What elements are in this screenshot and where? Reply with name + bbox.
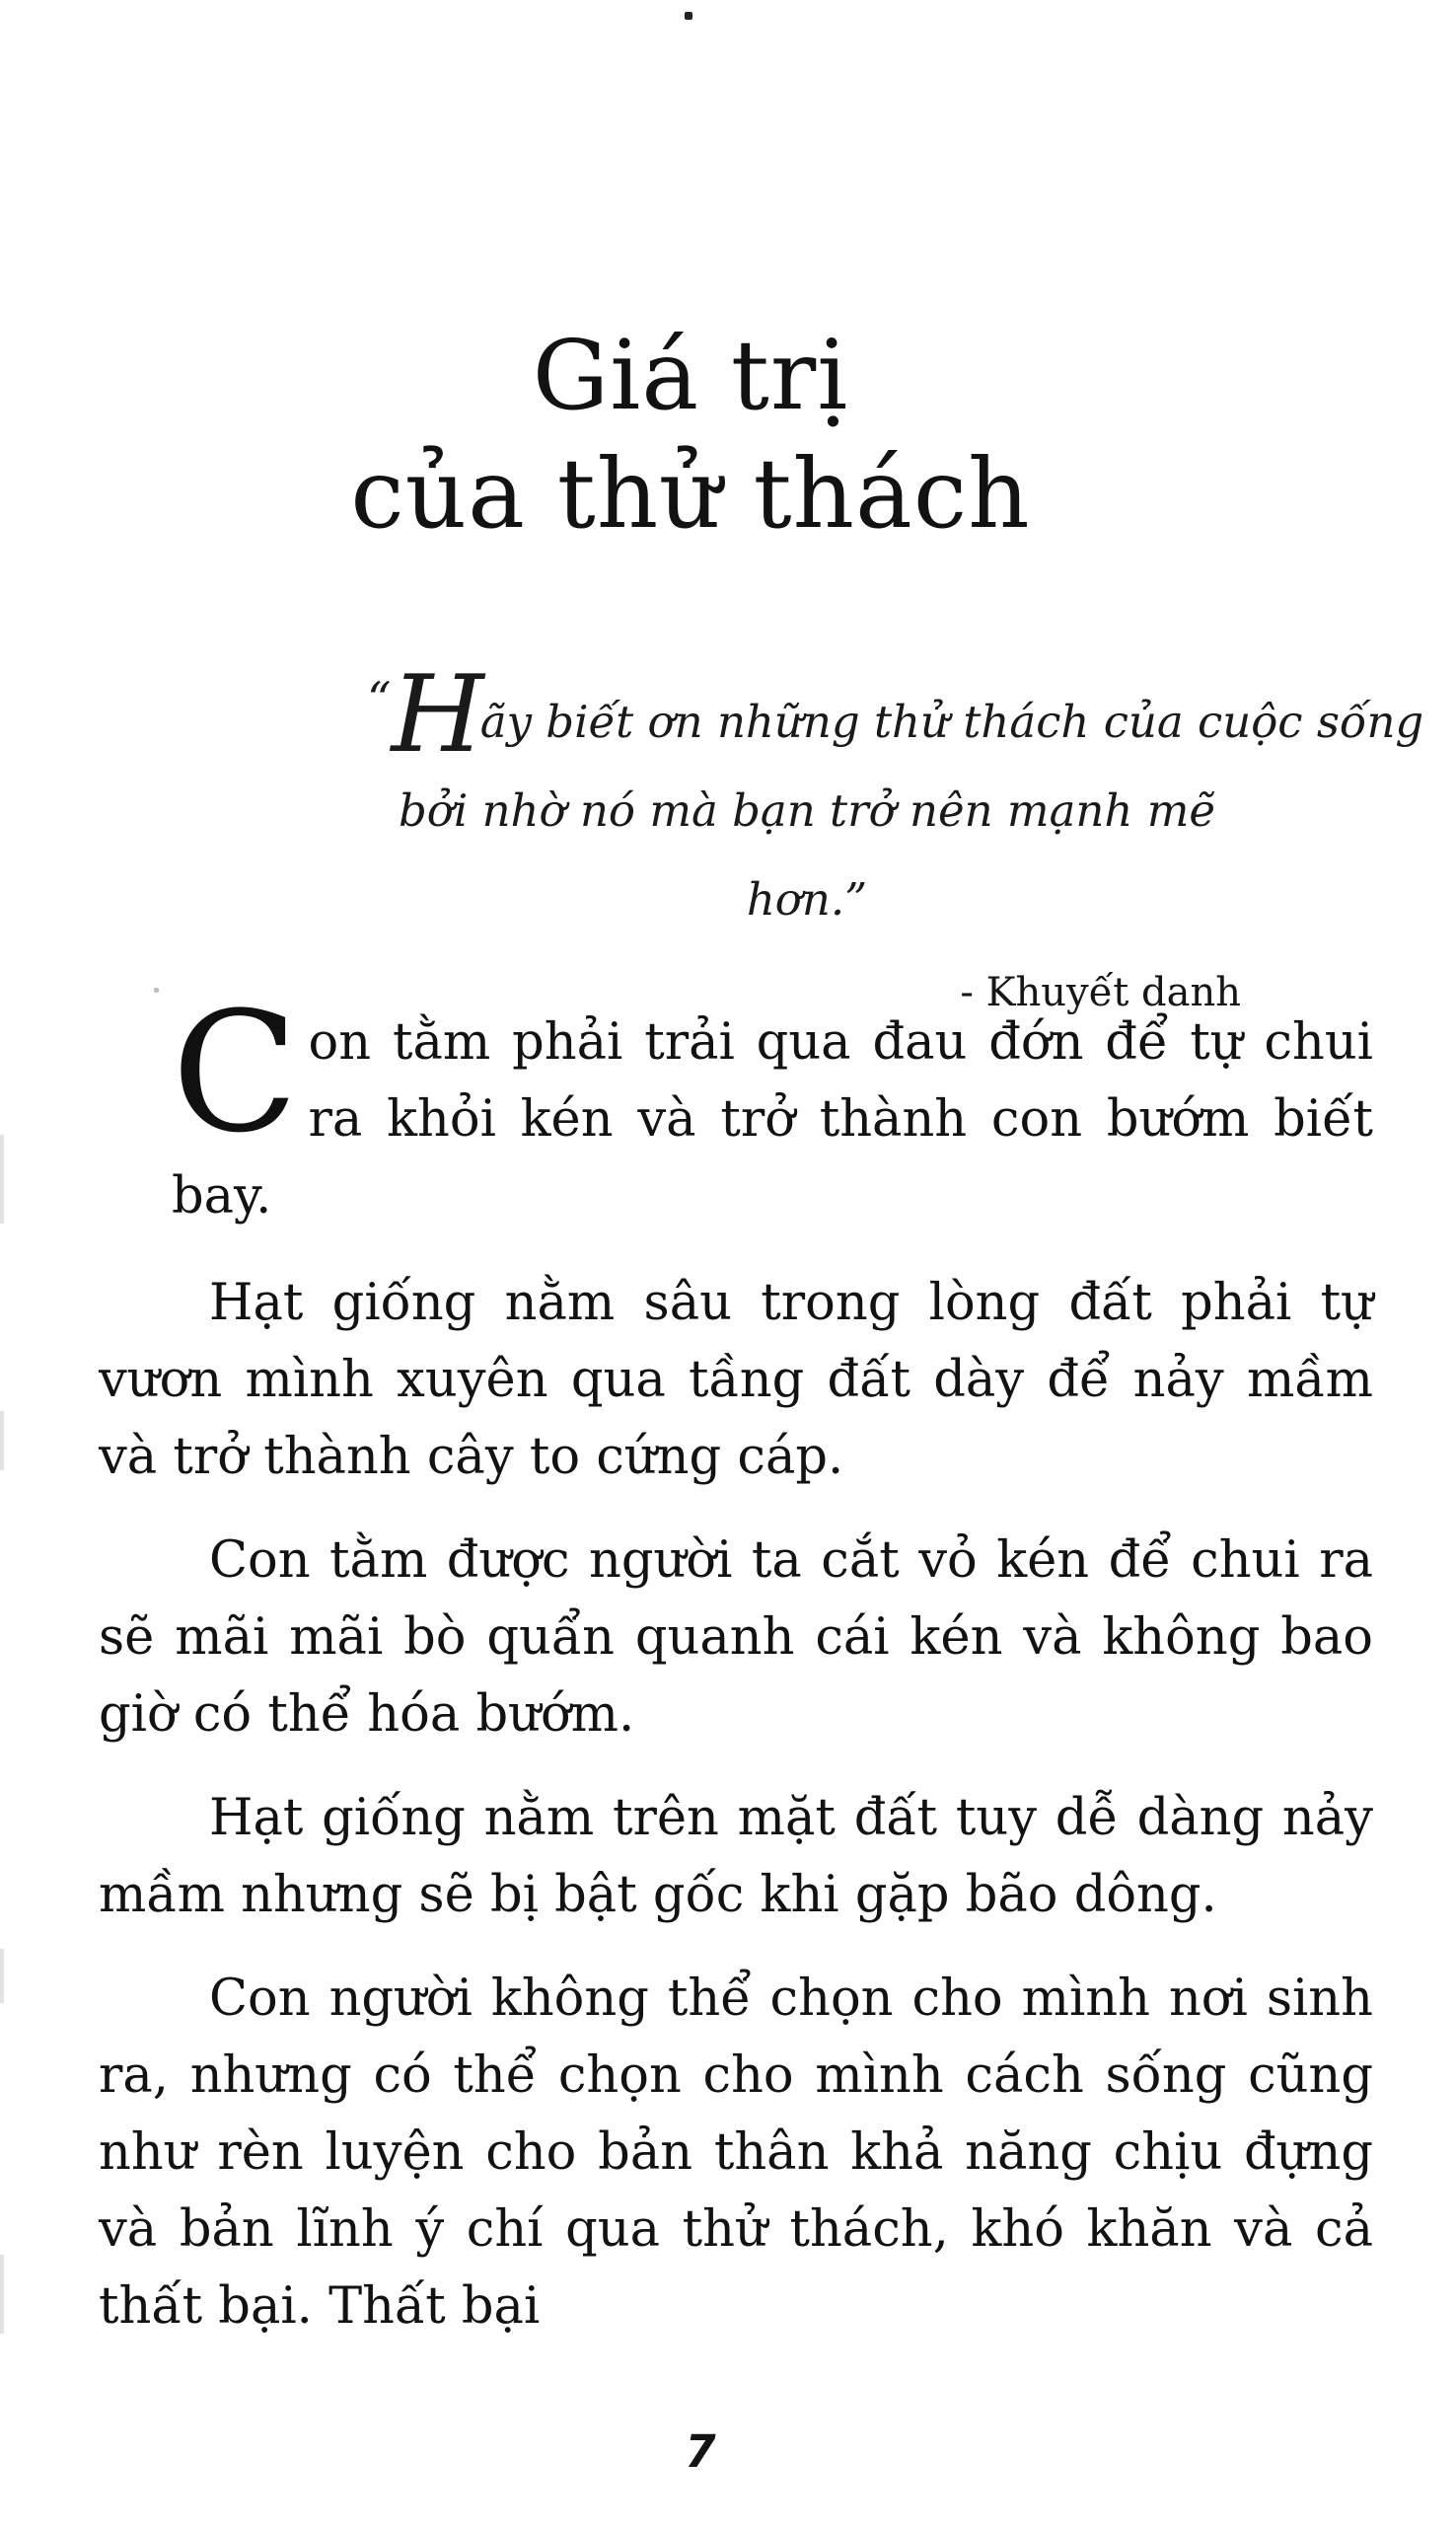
scan-speck-mid <box>154 988 159 993</box>
epigraph-swash-initial: H <box>391 653 478 777</box>
scan-edge-artifact <box>0 1949 4 2003</box>
scan-speck-top <box>685 12 692 20</box>
paragraph-2: Hạt giống nằm sâu trong lòng đất phải tự vươn mình xuyên qua tầng đất dày để nảy mầm và trở thành cây to cứng cáp. <box>99 1274 1373 1486</box>
dropcap-letter: C <box>172 976 299 1169</box>
chapter-title-line1: Giá trị <box>532 319 849 431</box>
epigraph-quote <box>367 653 1424 1015</box>
open-quote-mark: “ <box>367 672 392 727</box>
chapter-title <box>0 317 1381 554</box>
scan-edge-artifact <box>0 1135 4 1224</box>
paragraph-3: Con tằm được người ta cắt vỏ kén để chui ra sẽ mãi mãi bò quẩn quanh cái kén và không bao giờ có thể hóa bướm. <box>99 1531 1373 1744</box>
epigraph-line1-text: ãy biết ơn những thử thách của cuộc sống <box>479 696 1424 748</box>
scan-edge-artifact <box>0 1411 4 1470</box>
scan-edge-artifact <box>0 2255 4 2334</box>
paragraph-1-text: on tằm phải trải qua đau đớn để tự chui ra khỏi kén và trở thành con bướm biết bay. <box>172 1013 1373 1226</box>
paragraph-5: Con người không thể chọn cho mình nơi sinh ra, nhưng có thể chọn cho mình cách sống cũng như rèn luyện cho bản thân khả năng chịu đựng và bản lĩnh ý chí qua thử thách, khó khăn và cả thất bại. Thất bại <box>99 1970 1373 2336</box>
page-number: 7 <box>685 2425 716 2478</box>
epigraph-attribution: - Khuyết danh <box>960 970 1241 1015</box>
paragraph-4: Hạt giống nằm trên mặt đất tuy dễ dàng nảy mầm nhưng sẽ bị bật gốc khi gặp bão dông. <box>99 1789 1373 1924</box>
chapter-title-line2: của thử thách <box>350 437 1031 550</box>
epigraph-line2: bởi nhờ nó mà bạn trở nên mạnh mẽ hơn.” <box>398 784 1216 926</box>
epigraph-line1 <box>367 653 1424 777</box>
